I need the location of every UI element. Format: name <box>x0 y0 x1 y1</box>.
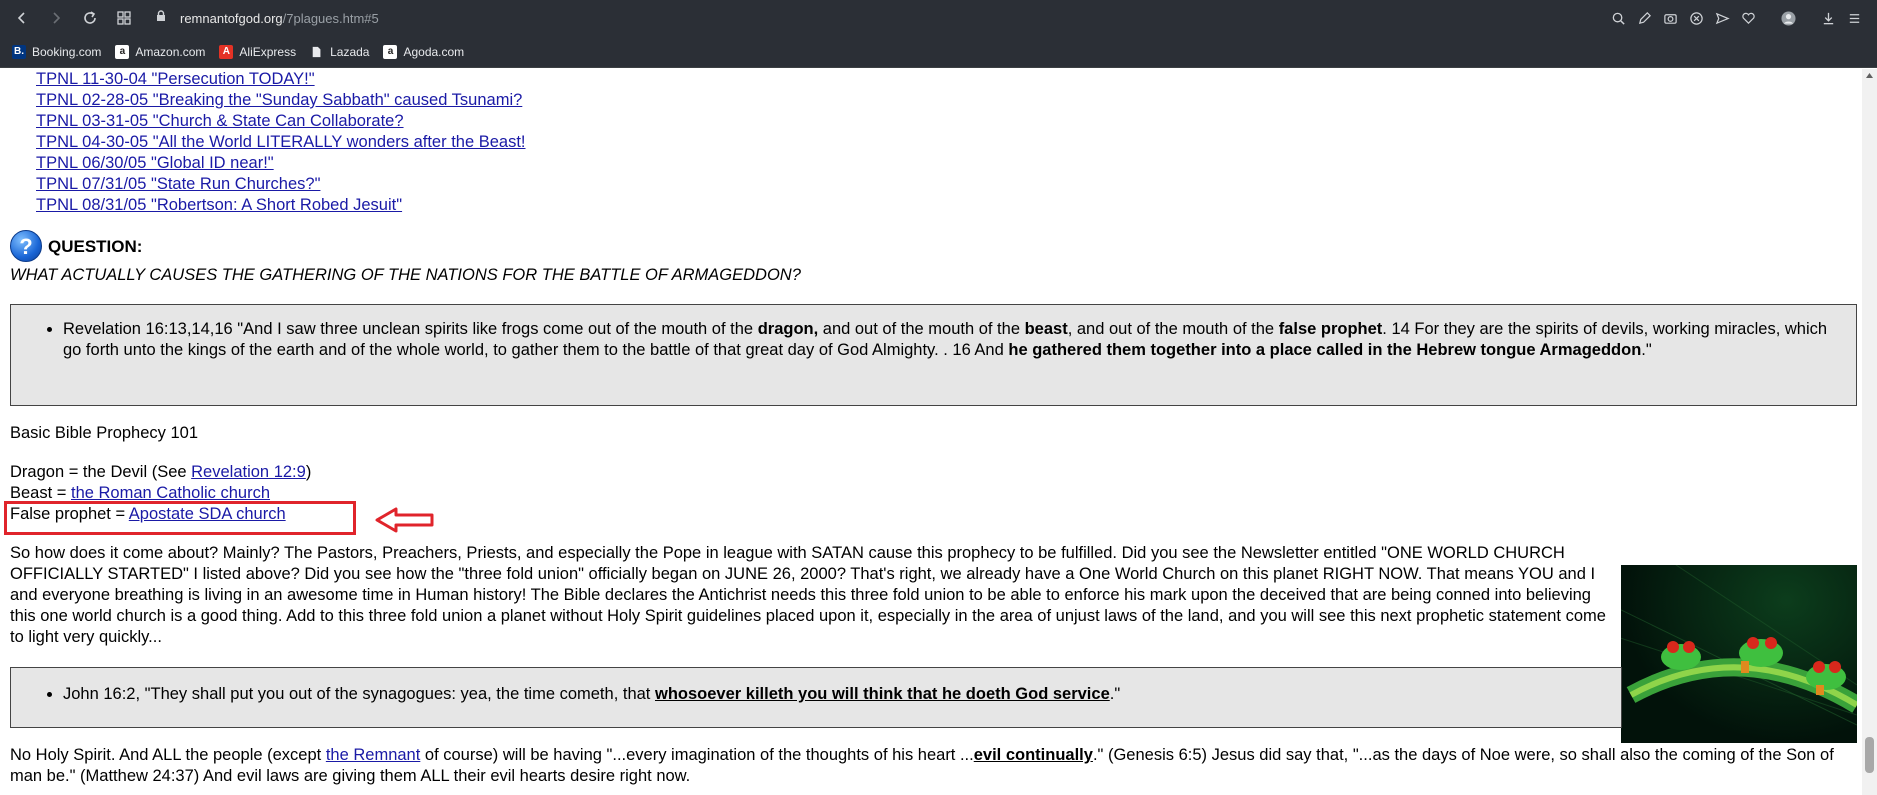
scroll-up-icon[interactable] <box>1865 71 1874 80</box>
menu-button[interactable] <box>1841 5 1867 31</box>
url-path: /7plagues.htm#5 <box>282 10 379 26</box>
newsletter-link[interactable]: TPNL 08/31/05 "Robertson: A Short Robed Jesuit" <box>36 196 403 214</box>
question-label: QUESTION: <box>48 236 143 256</box>
newsletter-link-list <box>36 69 526 216</box>
reload-button[interactable] <box>78 6 102 30</box>
remnant-link[interactable]: the Remnant <box>325 746 421 764</box>
list-item <box>36 153 526 174</box>
quote-bold: dragon, <box>757 320 819 338</box>
paragraph-text: of course) will be having "...every imagination of the thoughts of his heart ... <box>420 746 974 764</box>
tab-grid-button[interactable] <box>112 6 136 30</box>
paragraph-bold: evil continually <box>973 746 1093 764</box>
address-bar[interactable] <box>154 0 379 36</box>
zoom-button[interactable] <box>1605 5 1631 31</box>
bookmark-label: Booking.com <box>32 44 102 59</box>
toolbar-right <box>1605 0 1867 36</box>
highlight-box <box>4 501 356 535</box>
bookmark-booking[interactable] <box>12 45 101 59</box>
quote-text: . 14 For they are the spirits of devils, working miracles, which go forth unto the kings of the earth and of the whole world, to gather them to the battle of that great day of God Almighty. . 16 And <box>63 320 1828 359</box>
list-item <box>36 174 526 195</box>
download-icon <box>1821 11 1836 26</box>
close-tab-button[interactable] <box>1683 5 1709 31</box>
roman-catholic-link[interactable]: the Roman Catholic church <box>71 484 271 502</box>
arrow-left-icon <box>14 10 30 26</box>
browser-toolbar <box>0 0 1877 36</box>
close-circle-icon <box>1689 11 1704 26</box>
newsletter-link[interactable]: TPNL 11-30-04 "Persecution TODAY!" <box>36 70 315 88</box>
document-icon <box>310 45 324 59</box>
arrow-right-icon <box>48 10 64 26</box>
scripture-quote-box-2 <box>10 667 1622 728</box>
section-title: Basic Bible Prophecy 101 <box>10 424 199 442</box>
paragraph-text: ." (Genesis 6:5) Jesus did say that, "...as the days of Noe were, so shall also the coming of the Son of man be." (Matthew 24:37) And evil laws are giving them ALL their evil hearts desire right now. <box>10 746 1834 785</box>
send-icon <box>1715 11 1730 26</box>
list-item <box>36 195 526 216</box>
quote-bold: beast <box>1024 320 1068 338</box>
definition-dragon <box>10 462 311 483</box>
downloads-button[interactable] <box>1815 5 1841 31</box>
amazon-icon: a <box>115 45 129 59</box>
bookmark-label: Amazon.com <box>135 44 206 59</box>
newsletter-link[interactable]: TPNL 06/30/05 "Global ID near!" <box>36 154 274 172</box>
body-paragraph: So how does it come about? Mainly? The Pastors, Preachers, Priests, and especially the Pope in league with SATAN cause this prophecy to be fulfilled. Did you see the Newsletter entitled "ONE WORLD CHURCH OFFICIALLY STARTED" I listed above? Did you see how the "three fold union" officially began on JUNE 26, 2000? That's right, we already have a One World Church on this planet RIGHT NOW. That means YOU and I and everyone breathing is living in an awesome time in Human history! The Bible declares the Antichrist needs this three fold union to be able to enforce his mark upon the deceived that are being conned into believing this one world church is a good thing. Add to this three fold union a planet without Holy Spirit guidelines placed upon it, especially in the area of unjust laws of the land, and you will see this next prophetic statement come to light very quickly... <box>10 544 1606 646</box>
newsletter-link[interactable]: TPNL 02-28-05 "Breaking the "Sunday Sabbath" caused Tsunami? <box>36 91 523 109</box>
scripture-quote <box>63 684 1609 705</box>
forward-button[interactable] <box>44 6 68 30</box>
bookmark-amazon[interactable] <box>115 45 205 59</box>
scripture-quote <box>63 319 1836 361</box>
revelation-link[interactable]: Revelation 12:9 <box>191 463 306 481</box>
bookmark-lazada[interactable] <box>310 45 369 59</box>
aliexpress-icon: A <box>219 45 233 59</box>
scripture-quote-box <box>10 304 1857 406</box>
agoda-icon: a <box>383 45 397 59</box>
definition-text: False prophet = <box>10 505 129 523</box>
bookmarks-bar <box>0 36 1877 68</box>
grid-icon <box>116 10 132 26</box>
newsletter-link[interactable]: TPNL 03-31-05 "Church & State Can Collaborate? <box>36 112 404 130</box>
bookmark-label: Lazada <box>330 44 370 59</box>
apostate-sda-link[interactable]: Apostate SDA church <box>128 505 286 523</box>
bookmark-label: AliExpress <box>239 44 297 59</box>
url-text <box>180 11 379 26</box>
bookmark-aliexpress[interactable] <box>219 45 296 59</box>
scrollbar[interactable] <box>1862 69 1877 795</box>
back-button[interactable] <box>10 6 34 30</box>
question-mark-icon: ? <box>10 230 42 262</box>
edit-button[interactable] <box>1631 5 1657 31</box>
newsletter-link[interactable]: TPNL 04-30-05 "All the World LITERALLY wonders after the Beast! <box>36 133 526 151</box>
heart-icon <box>1741 11 1756 26</box>
list-item <box>36 132 526 153</box>
camera-icon <box>1663 11 1678 26</box>
quote-text: John 16:2, "They shall put you out of the synagogues: yea, the time cometh, that <box>63 685 655 703</box>
quote-bold: false prophet <box>1278 320 1383 338</box>
quote-bold: he gathered them together into a place called in the Hebrew tongue Armageddon <box>1008 341 1642 359</box>
definition-text: Dragon = the Devil (See <box>10 463 192 481</box>
quote-text: ." <box>1641 341 1652 359</box>
definition-text: ) <box>305 463 312 481</box>
zoom-icon <box>1611 11 1626 26</box>
bookmark-agoda[interactable] <box>383 45 464 59</box>
scrollbar-thumb[interactable] <box>1865 737 1874 773</box>
question-text: WHAT ACTUALLY CAUSES THE GATHERING OF THE NATIONS FOR THE BATTLE OF ARMAGEDDON? <box>10 266 801 284</box>
list-item <box>36 69 526 90</box>
pencil-icon <box>1637 11 1652 26</box>
url-domain: remnantofgod.org <box>180 10 283 26</box>
definition-text: Beast = <box>10 484 71 502</box>
avatar-icon <box>1781 11 1796 26</box>
profile-button[interactable] <box>1775 5 1801 31</box>
frog-image <box>1621 565 1857 743</box>
quote-text: Revelation 16:13,14,16 "And I saw three unclean spirits like frogs come out of the mouth of the <box>63 320 758 338</box>
page-content <box>0 69 1862 795</box>
quote-bold: whosoever killeth you will think that he doeth God service <box>654 685 1110 703</box>
send-button[interactable] <box>1709 5 1735 31</box>
reload-icon <box>82 10 98 26</box>
question-heading <box>10 230 142 262</box>
menu-icon <box>1847 11 1862 26</box>
list-item <box>36 90 526 111</box>
quote-text: , and out of the mouth of the <box>1067 320 1279 338</box>
screenshot-button[interactable] <box>1657 5 1683 31</box>
arrow-left-annotation-icon <box>374 505 436 535</box>
favorite-button[interactable] <box>1735 5 1761 31</box>
newsletter-link[interactable]: TPNL 07/31/05 "State Run Churches?" <box>36 175 321 193</box>
quote-text: ." <box>1109 685 1121 703</box>
quote-text: and out of the mouth of the <box>818 320 1025 338</box>
paragraph-text: No Holy Spirit. And ALL the people (except <box>10 746 326 764</box>
booking-icon: B. <box>14 46 24 57</box>
lock-icon <box>154 9 168 28</box>
bookmark-label: Agoda.com <box>403 44 465 59</box>
body-paragraph-2 <box>10 745 1860 787</box>
list-item <box>36 111 526 132</box>
